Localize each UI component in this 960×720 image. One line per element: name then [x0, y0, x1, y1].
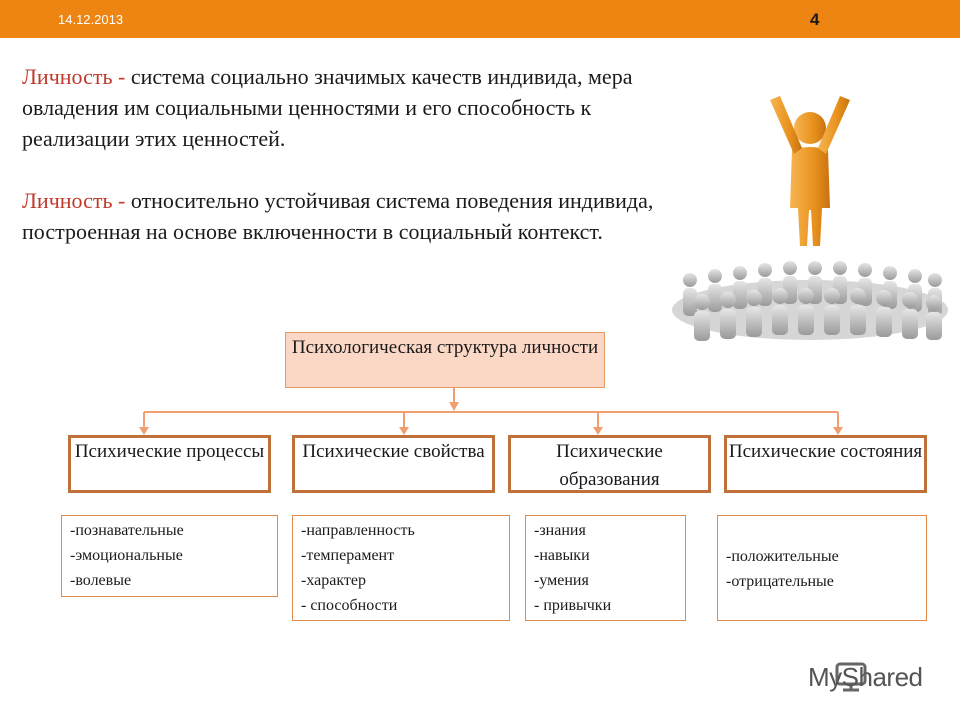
- states-items-box: [717, 515, 927, 621]
- category-processes: Психические процессы: [68, 435, 271, 493]
- definition-2-term: Личность -: [22, 188, 126, 213]
- properties-items-box: [292, 515, 510, 621]
- list-item: -отрицательные: [726, 573, 834, 590]
- list-item: -знания: [534, 522, 586, 539]
- list-item: -направленность: [301, 522, 415, 539]
- watermark-text: MyShared: [808, 662, 923, 692]
- formations-items-box: [525, 515, 686, 621]
- slide-date: 14.12.2013: [58, 12, 124, 27]
- list-item: -умения: [534, 572, 589, 589]
- list-item: -характер: [301, 572, 366, 589]
- definition-2-text: относительно устойчивая система поведения индивида, построенная на основе включенности в социальный контекст.: [22, 188, 654, 244]
- list-item: -навыки: [534, 547, 590, 564]
- list-item: -волевые: [70, 572, 132, 589]
- category-properties: Психические свойства: [292, 435, 495, 493]
- processes-items-box: [61, 515, 278, 597]
- list-item: - привычки: [534, 597, 612, 614]
- category-states: Психические состояния: [724, 435, 927, 493]
- list-item: -познавательные: [70, 522, 184, 539]
- definition-1-text: система социально значимых качеств индивида, мера овладения им социальными ценностями и его способность к реализации этих ценностей.: [22, 64, 633, 151]
- page-number: 4: [810, 10, 820, 29]
- list-item: -эмоциональные: [70, 547, 183, 564]
- list-item: -темперамент: [301, 547, 395, 564]
- definition-1-term: Личность -: [22, 64, 126, 89]
- list-item: - способности: [301, 597, 398, 614]
- diagram-root-box: Психологическая структура личности: [285, 332, 605, 388]
- list-item: -положительные: [726, 548, 839, 565]
- category-formations: Психические образования: [508, 435, 711, 493]
